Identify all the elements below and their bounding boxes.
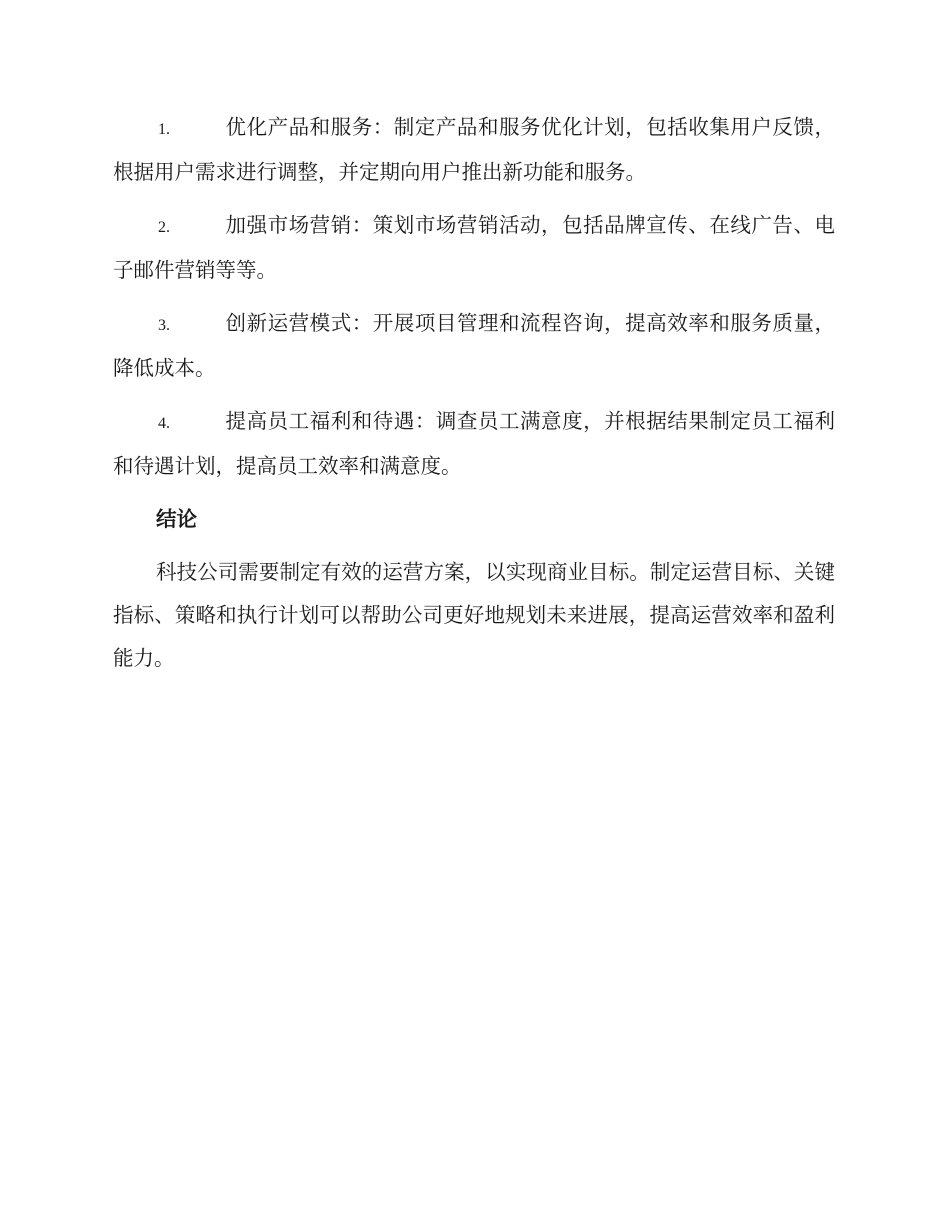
document-page	[113, 106, 835, 690]
list-text: 提高员工福利和待遇：调查员工满意度，并根据结果制定员工福利和待遇计划，提高员工效率和满意度。	[113, 409, 835, 478]
list-number: 3.	[158, 317, 170, 334]
conclusion-heading: 结论	[156, 507, 197, 531]
list-text: 创新运营模式：开展项目管理和流程咨询，提高效率和服务质量，降低成本。	[113, 311, 835, 380]
list-text: 加强市场营销：策划市场营销活动，包括品牌宣传、在线广告、电子邮件营销等等。	[113, 213, 835, 282]
list-number: 1.	[158, 121, 170, 138]
conclusion-paragraph: 科技公司需要制定有效的运营方案，以实现商业目标。制定运营目标、关键指标、策略和执行计划可以帮助公司更好地规划未来进展，提高运营效率和盈利能力。	[113, 560, 835, 670]
list-item-1	[113, 106, 835, 194]
list-number: 4.	[158, 415, 170, 432]
list-item-2	[113, 204, 835, 292]
list-item-4	[113, 400, 835, 488]
list-number: 2.	[158, 219, 170, 236]
list-text: 优化产品和服务：制定产品和服务优化计划，包括收集用户反馈，根据用户需求进行调整，并定期向用户推出新功能和服务。	[113, 115, 835, 184]
list-item-3	[113, 302, 835, 390]
